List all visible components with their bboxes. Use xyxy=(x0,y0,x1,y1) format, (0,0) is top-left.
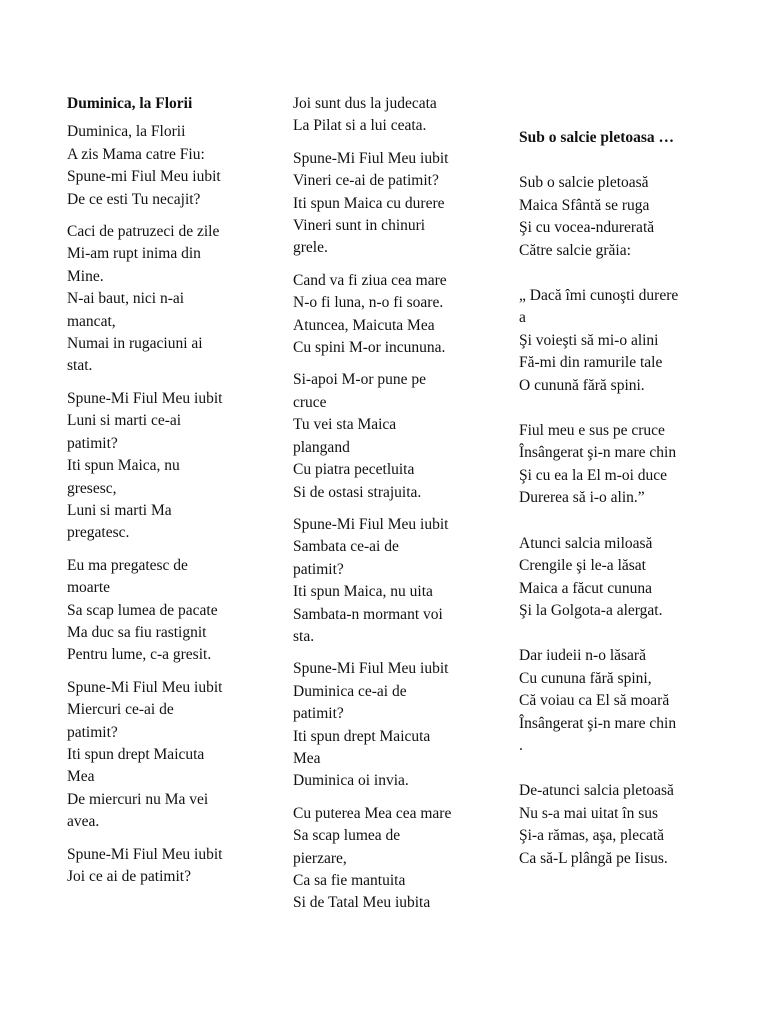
verse-line: Spune-Mi Fiul Meu iubit xyxy=(293,515,449,533)
stanza xyxy=(67,388,263,545)
verse-line: Cu cununa fără spini, xyxy=(519,669,652,687)
verse-line: Spune-Mi Fiul Meu iubit xyxy=(293,660,449,678)
verse-line: Maica a făcut cununa xyxy=(519,579,652,597)
verse-line: moarte xyxy=(67,579,111,597)
verse-line: . xyxy=(519,736,523,754)
poem-column-1 xyxy=(67,93,263,898)
stanza xyxy=(293,658,489,792)
stanza xyxy=(519,172,719,262)
verse-line: patimit? xyxy=(67,434,118,452)
verse-line: pierzare, xyxy=(293,849,347,867)
verse-line: Duminica oi invia. xyxy=(293,772,409,790)
verse-line: Ma duc sa fiu rastignit xyxy=(67,623,207,641)
poem-column-2 xyxy=(293,93,489,925)
verse-line: N-o fi luna, n-o fi soare. xyxy=(293,294,444,312)
verse-line: Mea xyxy=(67,768,95,786)
stanza-list xyxy=(293,93,489,915)
verse-line: Vineri ce-ai de patimit? xyxy=(293,172,439,190)
verse-line: a xyxy=(519,309,526,327)
verse-line: Eu ma pregatesc de xyxy=(67,556,188,574)
verse-line: Mea xyxy=(293,749,321,767)
verse-line: Sa scap lumea de pacate xyxy=(67,601,218,619)
verse-line: Miercuri ce-ai de xyxy=(67,701,174,719)
verse-line: plangand xyxy=(293,438,350,456)
verse-line: Şi cu ea la El m-oi duce xyxy=(519,466,668,484)
verse-line: Către salcie grăia: xyxy=(519,241,631,259)
verse-line: Şi-a rămas, aşa, plecată xyxy=(519,827,665,845)
verse-line: patimit? xyxy=(67,723,118,741)
verse-line: Vineri sunt in chinuri xyxy=(293,217,426,235)
verse-line: Mine. xyxy=(67,267,104,285)
stanza xyxy=(519,780,719,870)
stanza xyxy=(67,555,263,667)
verse-line: Cu puterea Mea cea mare xyxy=(293,804,452,822)
verse-line: Că voiau ca El să moară xyxy=(519,692,670,710)
stanza xyxy=(293,369,489,503)
verse-line: Luni si marti Ma xyxy=(67,501,172,519)
stanza xyxy=(293,148,489,260)
verse-line: De miercuri nu Ma vei xyxy=(67,790,209,808)
verse-line: La Pilat si a lui ceata. xyxy=(293,117,427,135)
verse-line: Joi sunt dus la judecata xyxy=(293,95,437,112)
stanza xyxy=(67,677,263,834)
verse-line: Iti spun Maica, nu uita xyxy=(293,583,433,601)
verse-line: Fă-mi din ramurile tale xyxy=(519,354,663,372)
verse-line: „ Dacă îmi cunoşti durere xyxy=(519,287,679,305)
verse-line: patimit? xyxy=(293,560,344,578)
verse-line: cruce xyxy=(293,393,327,411)
verse-line: O cunună fără spini. xyxy=(519,376,645,394)
verse-line: Şi cu vocea-ndurerată xyxy=(519,219,655,237)
verse-line: Atunci salcia miloasă xyxy=(519,534,653,552)
verse-line: Atuncea, Maicuta Mea xyxy=(293,316,435,334)
poem-column-3 xyxy=(519,127,719,893)
verse-line: Maica Sfântă se ruga xyxy=(519,196,650,214)
verse-line: Duminica ce-ai de xyxy=(293,682,407,700)
stanza xyxy=(293,270,489,360)
verse-line: gresesc, xyxy=(67,479,117,497)
verse-line: Spune-Mi Fiul Meu iubit xyxy=(67,678,223,696)
verse-line: Joi ce ai de patimit? xyxy=(67,868,191,885)
verse-line: Si de ostasi strajuita. xyxy=(293,483,422,501)
verse-line: Ca sa fie mantuita xyxy=(293,872,406,889)
stanza xyxy=(67,844,263,889)
verse-line: Cu piatra pecetluita xyxy=(293,461,415,479)
stanza xyxy=(67,221,263,378)
stanza xyxy=(519,645,719,757)
verse-line: Fiul meu e sus pe cruce xyxy=(519,422,665,440)
verse-line: pregatesc. xyxy=(67,524,130,542)
verse-line: Spune-Mi Fiul Meu iubit xyxy=(67,389,223,407)
verse-line: Şi la Golgota-a alergat. xyxy=(519,601,663,619)
verse-line: Iti spun Maica, nu xyxy=(67,457,180,475)
verse-line: Durerea să i-o alin.” xyxy=(519,489,645,507)
verse-line: patimit? xyxy=(293,705,344,723)
stanza xyxy=(293,514,489,648)
poem-title: Duminica, la Florii xyxy=(67,95,193,112)
verse-line: Iti spun Maica cu durere xyxy=(293,194,445,212)
verse-line: Si de Tatal Meu iubita xyxy=(293,894,431,912)
verse-line: Sambata-n mormant voi xyxy=(293,605,443,623)
verse-line: Însângerat şi-n mare chin xyxy=(519,444,677,462)
verse-line: avea. xyxy=(67,813,100,831)
verse-line: A zis Mama catre Fiu: xyxy=(67,145,205,163)
verse-line: Pentru lume, c-a gresit. xyxy=(67,646,212,664)
verse-line: Iti spun drept Maicuta xyxy=(293,727,431,745)
verse-line: Spune-mi Fiul Meu iubit xyxy=(67,168,221,186)
verse-line: De-atunci salcia pletoasă xyxy=(519,782,674,800)
verse-line: Nu s-a mai uitat în sus xyxy=(519,804,659,822)
verse-line: Cu spini M-or incununa. xyxy=(293,339,446,357)
verse-line: grele. xyxy=(293,239,328,257)
verse-line: N-ai baut, nici n-ai xyxy=(67,290,185,308)
verse-line: Spune-Mi Fiul Meu iubit xyxy=(293,149,449,167)
verse-line: Ca să-L plângă pe Iisus. xyxy=(519,849,668,867)
verse-line: De ce esti Tu necajit? xyxy=(67,190,201,208)
verse-line: Sambata ce-ai de xyxy=(293,538,399,556)
verse-line: stat. xyxy=(67,357,93,375)
verse-line: sta. xyxy=(293,627,315,645)
verse-line: Sub o salcie pletoasă xyxy=(519,174,649,192)
verse-line: Însângerat şi-n mare chin xyxy=(519,714,677,732)
stanza-list xyxy=(67,121,263,888)
verse-line: Spune-Mi Fiul Meu iubit xyxy=(67,845,223,863)
stanza xyxy=(519,420,719,510)
stanza xyxy=(293,93,489,138)
verse-line: Luni si marti ce-ai xyxy=(67,412,182,430)
verse-line: Iti spun drept Maicuta xyxy=(67,745,205,763)
stanza xyxy=(519,533,719,623)
verse-line: Si-apoi M-or pune pe xyxy=(293,371,427,389)
verse-line: Sa scap lumea de xyxy=(293,827,401,845)
stanza-list xyxy=(519,172,719,870)
poem-title: Sub o salcie pletoasa … xyxy=(519,129,675,146)
verse-line: Tu vei sta Maica xyxy=(293,416,397,434)
stanza xyxy=(519,285,719,397)
verse-line: Numai in rugaciuni ai xyxy=(67,335,203,353)
stanza xyxy=(293,803,489,915)
verse-line: Dar iudeii n-o lăsară xyxy=(519,647,646,665)
verse-line: Şi voieşti să mi-o alini xyxy=(519,331,659,349)
verse-line: Mi-am rupt inima din xyxy=(67,245,201,263)
stanza xyxy=(67,121,263,211)
verse-line: Caci de patruzeci de zile xyxy=(67,223,220,241)
verse-line: Cand va fi ziua cea mare xyxy=(293,271,447,289)
verse-line: Duminica, la Florii xyxy=(67,123,186,141)
verse-line: mancat, xyxy=(67,312,116,330)
verse-line: Crengile şi le-a lăsat xyxy=(519,557,646,575)
